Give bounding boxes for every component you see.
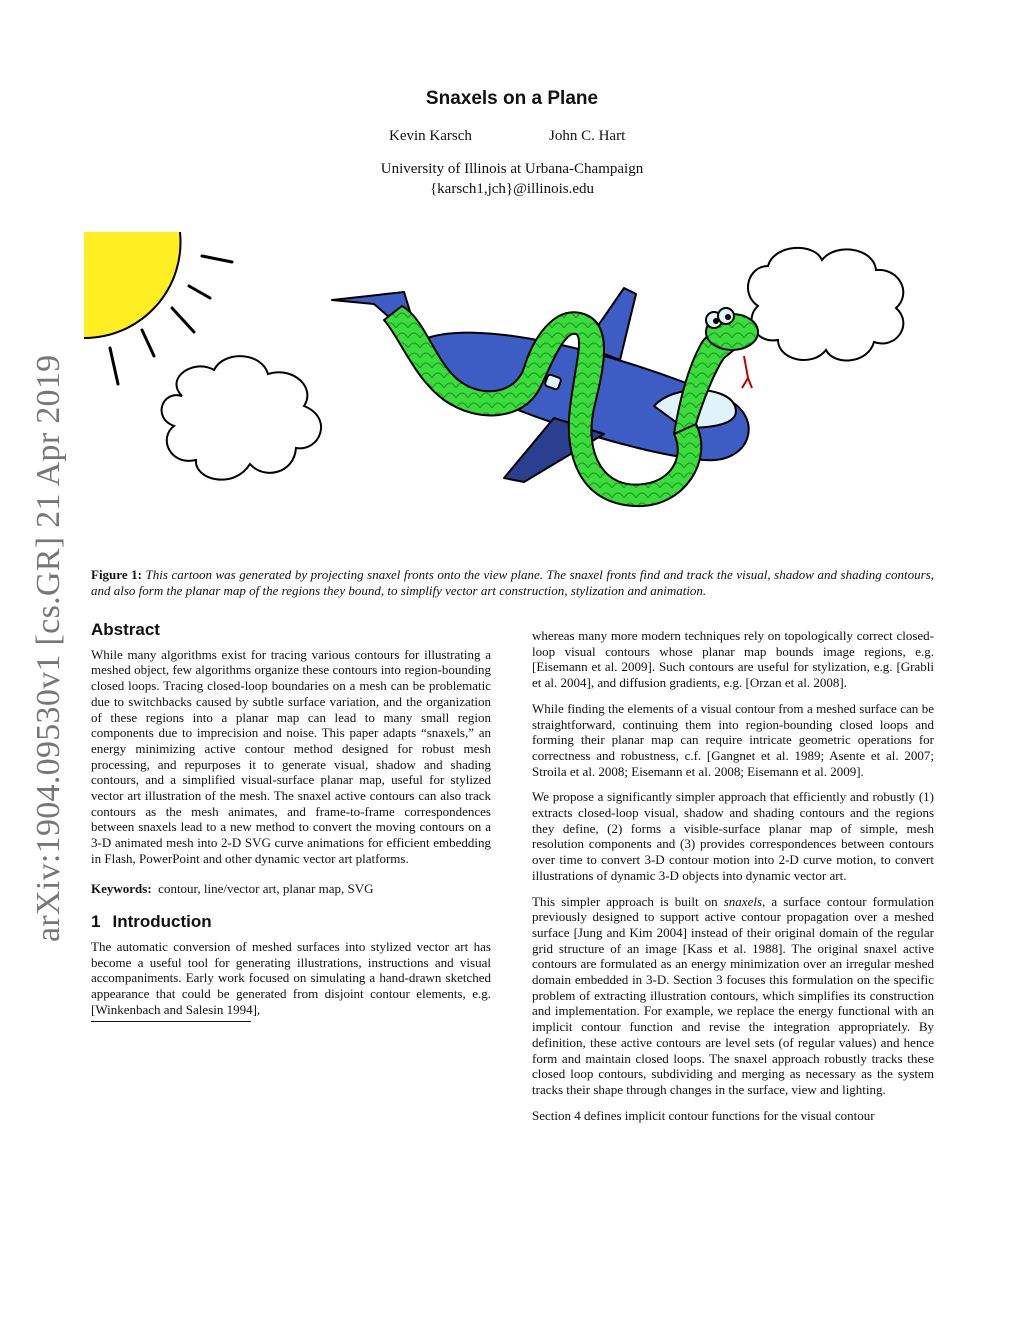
paper-title: Snaxels on a Plane	[425, 88, 599, 109]
right-paragraph-1: whereas many more modern techniques rely on topologically correct closed-loop visual contours whose planar map bounds image regions, e.g. [Eisemann et al. 2009]. Such contours are useful for stylization, e.g. [Grabli et al. 2004], and diffusion gradients, e.g. [Orzan et al. 2008].	[532, 628, 934, 691]
right-paragraph-5: Section 4 defines implicit contour functions for the visual contour	[532, 1107, 875, 1123]
right-paragraph-2: While finding the elements of a visual contour from a meshed surface can be straightforward, continuing them into region-bounding closed loops and forming their planar map can require intricate geometric operations for correctness and robustness, c.f. [Gangnet et al. 1989; Asente et al. 2007; Stroila et al. 2008; Eisemann et al. 2008; Eisemann et al. 2009].	[532, 700, 934, 779]
figure-caption-text: This cartoon was generated by projecting snaxel fronts onto the view plane. The snaxel fronts find and track the visual, shadow and shading contours, and also form the planar map of the regions they bound, to simplify vector art construction, stylization and animation.	[91, 567, 935, 598]
abstract-heading: Abstract	[91, 620, 160, 639]
right-column	[532, 628, 934, 1133]
figure-label: Figure 1:	[91, 567, 142, 582]
author-hart: John C. Hart	[549, 128, 626, 144]
intro-paragraph-1: The automatic conversion of meshed surfaces into stylized vector art has become a useful tool for generating illustrations, instructions and visual accompaniments. Early work focused on simulating a hand-drawn sketched appearance that could be generated from disjoint contour elements, e.g. [Winkenbach and Salesin 1994],	[91, 938, 491, 1017]
keywords-label: Keywords:	[91, 880, 152, 896]
affiliation: University of Illinois at Urbana-Champaign	[380, 161, 644, 177]
introduction-title: Introduction	[112, 912, 212, 932]
right-paragraph-4	[532, 894, 934, 1098]
sun-icon	[84, 232, 181, 338]
introduction-heading	[91, 914, 491, 930]
left-column	[91, 622, 491, 1022]
footnote-rule	[91, 1021, 251, 1022]
figure-caption	[91, 567, 934, 599]
cloud-left	[162, 356, 322, 479]
keywords	[91, 881, 491, 897]
p4-post: , a surface contour formulation previously designed to support active contour propagation over a meshed surface [Jung and Kim 2004] instead of their original domain of the regular grid structure of an image [Kass et al. 1988]. The original snaxel active contours are formulated as an energy minimization over an irregular meshed domain embedded in 3-D. Section 3 focuses this formulation on the specific problem of extracting illustration contours, which simplifies its construction and implementation. For example, we replace the energy functional with an implicit contour function and revise the integration appropriately. By definition, these active contours are level sets (of regular values) and hence form and maintain closed loops. The snaxel approach robustly tracks these closed loop contours, subdividing and merging as necessary as the system tracks their shape through changes in the surface, view and lighting.	[532, 893, 934, 1097]
right-paragraph-3: We propose a significantly simpler approach that efficiently and robustly (1) extracts closed-loop visual, shadow and shading contours and the regions they define, (2) forms a visible-surface planar map of simple, mesh resolution components and (3) provides correspondences between contours over time to convert 3-D contour motion into 2-D curve motion, to convert illustrations of dynamic 3-D objects into dynamic vector art.	[532, 789, 934, 883]
arxiv-watermark: arXiv:1904.09530v1 [cs.GR] 21 Apr 2019	[30, 354, 67, 942]
keywords-text: contour, line/vector art, planar map, SVG	[158, 880, 374, 896]
figure-1-cartoon	[84, 228, 944, 548]
author-email: {karsch1,jch}@illinois.edu	[429, 181, 595, 197]
p4-snaxels: snaxels	[723, 893, 763, 909]
section-number: 1	[91, 912, 101, 932]
author-karsch: Kevin Karsch	[389, 128, 472, 144]
cloud-right	[748, 248, 903, 361]
p4-pre: This simpler approach is built on	[532, 893, 724, 909]
abstract-text: While many algorithms exist for tracing various contours for illustrating a meshed object, few algorithms organize these contours into region-bounding closed loops. Tracing closed-loop boundaries on a mesh can be problematic due to switchbacks caused by subtle surface variation, and the organization of these regions into a planar map can lead to many small region components due to imprecision and noise. This paper adapts “snaxels,” an energy minimizing active contour method designed for robust mesh processing, and repurposes it to generate visual, shadow and shading contours, and a simplified visual-surface planar map, useful for stylized vector art illustration of the mesh. The snaxel active contours can also track contours as the mesh animates, and frame-to-frame correspondences between snaxels lead to a new method to convert the moving contours on a 3-D animated mesh into 2-D SVG curve animations for efficient embedding in Flash, PowerPoint and other dynamic vector art platforms.	[91, 646, 491, 866]
